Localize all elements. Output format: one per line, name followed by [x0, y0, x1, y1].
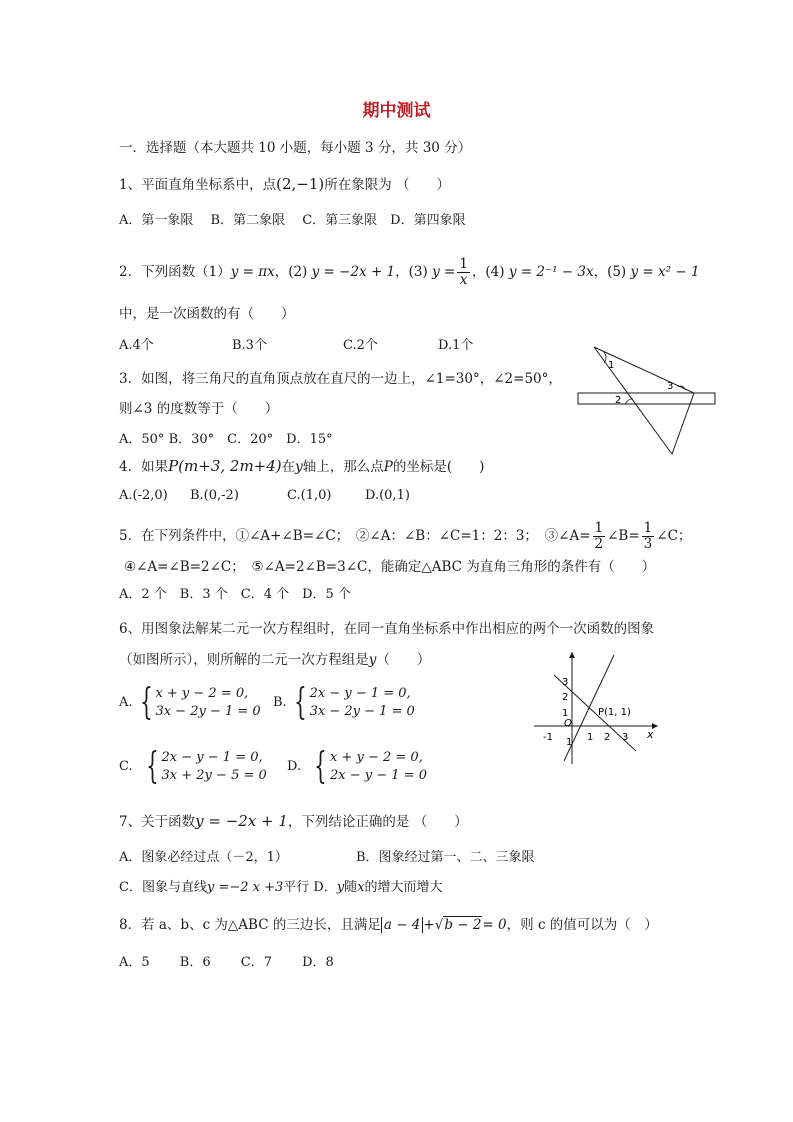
- q5-f1-den: 2: [594, 536, 604, 552]
- q2-f2: y = −2x + 1: [311, 264, 396, 280]
- q2-f3-fraction: [457, 257, 470, 288]
- q7-option-c-b: 平行 D．: [283, 880, 337, 895]
- q8-sqrt-sign: √: [434, 917, 444, 933]
- question-1: [119, 175, 450, 194]
- q7-option-d-x: x: [357, 880, 365, 895]
- q4-option-b: B.(0,-2): [190, 488, 239, 503]
- fig-label-2: 2: [615, 395, 622, 406]
- x-tick-minus-1: -1: [543, 732, 553, 743]
- q6-option-d-label: D.: [287, 759, 302, 774]
- question-7: [119, 812, 468, 831]
- q2-sep2: ，(2): [274, 264, 308, 280]
- point-p-label: P(1, 1): [598, 707, 631, 718]
- q7-option-c-expr: y =−2 x +3: [206, 880, 284, 895]
- q7-option-d-tail: 的增大而增大: [364, 880, 443, 895]
- question-4: [119, 457, 484, 476]
- section-heading: 一．选择题（本大题共 10 小题，每小题 3 分，共 30 分）: [119, 140, 472, 156]
- q7-option-b: B．图象经过第一、二、三象限: [356, 850, 535, 865]
- fig-label-1: 1: [608, 360, 615, 371]
- q4-expr: P(m+3, 2m+4): [168, 457, 282, 475]
- q2-f3-lhs: y =: [432, 264, 456, 280]
- q6-option-d-brace: {: [314, 746, 327, 787]
- q5-stem-a: 5．在下列条件中，①∠A+∠B=∠C； ②∠A：∠B：∠C=1：2：3； ③∠A=: [119, 528, 591, 544]
- question-3-line2: 则∠3 的度数等于（ ）: [119, 401, 279, 417]
- q6-option-d-eq1: x + y − 2 = 0,: [330, 750, 423, 765]
- q6-option-b-system: [310, 685, 415, 721]
- q8-options: A．5 B．6 C．7 D．8: [119, 955, 334, 970]
- x-tick-1: 1: [587, 732, 594, 743]
- q4-tail: 的坐标是( ): [392, 459, 485, 475]
- q6-option-c: [119, 746, 267, 787]
- q4-lead: 4．如果: [119, 459, 169, 475]
- q4-var-y: y: [295, 459, 303, 475]
- q8-eq: = 0: [482, 917, 507, 933]
- y-axis-arrow: [569, 652, 575, 658]
- q2-f5: y = x² − 1: [630, 264, 700, 280]
- q8-sqrt-expr: b − 2: [444, 917, 482, 933]
- question-8: [119, 916, 658, 934]
- q6-stem2-tail: （ ）: [376, 652, 431, 668]
- q4-mid: 在: [281, 459, 296, 475]
- q7-option-cd: [119, 879, 443, 897]
- q5-f2-num: 1: [643, 520, 653, 536]
- question-5: [119, 521, 691, 552]
- q6-option-d: [287, 746, 427, 787]
- q1-stem-a: 1、平面直角坐标系中，点: [119, 177, 277, 193]
- q7-option-a: A．图象必经过点（－2，1）: [119, 850, 288, 865]
- q6-option-b-label: B.: [273, 695, 287, 710]
- q2-option-b: B.3个: [232, 338, 267, 353]
- q5-f2-den: 3: [643, 536, 653, 552]
- q6-option-c-eq2: 3x + 2y − 5 = 0: [161, 768, 267, 783]
- y-tick-minus-1: 1: [566, 737, 573, 748]
- q6-option-b-eq2: 3x − 2y − 1 = 0: [309, 704, 415, 719]
- q6-option-a-brace: {: [139, 682, 153, 723]
- q2-f3-num: 1: [459, 256, 468, 272]
- origin-label: O: [564, 718, 572, 729]
- y-tick-3: 3: [562, 677, 569, 688]
- q6-stem2: （如图所示），则所解的二元一次方程组是: [119, 652, 369, 668]
- q6-option-d-system: [330, 749, 427, 785]
- q6-option-a-eq1: x + y − 2 = 0,: [155, 686, 249, 701]
- q4-mid2: 轴上，那么点: [302, 459, 384, 475]
- q5-stem-b: ∠B=: [607, 528, 640, 544]
- q7-option-c-a: C．图象与直线: [119, 880, 207, 895]
- q4-option-a: A.(-2,0): [119, 488, 168, 503]
- q3-figure-triangle-ruler: [574, 343, 719, 458]
- q6-option-b-brace: {: [293, 682, 307, 723]
- q7-lead: 7、关于函数: [119, 814, 196, 830]
- q6-option-a-eq2: 3x − 2y − 1 = 0: [155, 704, 261, 719]
- q6-stem2-var: y: [368, 652, 377, 668]
- q1-stem-b: 所在象限为 （ ）: [324, 177, 451, 193]
- fig-label-3: 3: [667, 381, 674, 392]
- q7-option-d-y: y: [336, 880, 345, 895]
- q6-option-a-label: A.: [119, 695, 133, 710]
- question-5-line2: ④∠A=∠B=2∠C； ⑤∠A=2∠B=3∠C，能确定△ABC 为直角三角形的条件有（ ）: [124, 559, 656, 575]
- q5-options: A．2 个 B．3 个 C．4 个 D．5 个: [119, 587, 351, 602]
- q2-lead: 2．下列函数（1）: [119, 264, 231, 280]
- q6-option-b-eq1: 2x − y − 1 = 0,: [309, 686, 411, 701]
- q2-sep3: ，(3): [395, 264, 428, 280]
- y-tick-1: 1: [562, 708, 569, 719]
- x-axis-label: x: [647, 728, 654, 741]
- q8-abs-expr: a − 4: [381, 917, 424, 933]
- q2-option-c: C.2个: [343, 338, 378, 353]
- q5-fraction-half: [593, 521, 606, 552]
- q5-stem-c: ∠C；: [656, 528, 692, 544]
- q7-tail: ，下列结论正确的是 （ ）: [287, 814, 468, 830]
- q2-sep5: ，(5): [593, 264, 627, 280]
- q3-options: A．50° B．30° C．20° D．15°: [119, 432, 333, 447]
- x-tick-3: 3: [622, 732, 629, 743]
- q4-option-c: C.(1,0): [287, 488, 332, 503]
- question-6: 6、用图象法解某二元一次方程组时，在同一直角坐标系中作出相应的两个一次函数的图象: [119, 621, 655, 637]
- q7-option-d-mid: 随: [344, 880, 358, 895]
- q2-tail: 中，是一次函数的有（ ）: [119, 306, 295, 322]
- q2-f4: y = 2⁻¹ − 3x: [508, 264, 594, 280]
- q7-expr: y = −2x + 1: [195, 812, 288, 830]
- question-6-line2: [119, 651, 430, 669]
- q6-option-d-eq2: 2x − y − 1 = 0: [330, 768, 427, 783]
- q6-option-c-eq1: 2x − y − 1 = 0,: [161, 750, 263, 765]
- x-tick-2: 2: [604, 732, 611, 743]
- q5-f1-num: 1: [594, 520, 604, 536]
- q6-option-c-label: C.: [119, 759, 133, 774]
- question-2: [119, 257, 700, 288]
- q4-var-p: P: [383, 459, 393, 475]
- q2-f1: y = πx: [230, 264, 275, 280]
- page-title: 期中测试: [362, 101, 431, 121]
- q2-sep4: ，(4): [471, 264, 505, 280]
- q6-option-c-system: [162, 749, 267, 785]
- q6-option-b: [273, 682, 415, 723]
- ruler-shape: [578, 393, 715, 404]
- y-tick-2: 2: [562, 692, 569, 703]
- q1-point: (2,−1): [276, 175, 325, 193]
- q1-options: A．第一象限 B．第二象限 C．第三象限 D．第四象限: [119, 213, 466, 228]
- q6-option-a-system: [155, 685, 260, 721]
- q8-tail: ，则 c 的值可以为（ ）: [506, 917, 658, 933]
- q6-figure-coordinate-plane: [528, 648, 666, 766]
- q8-lead: 8．若 a、b、c 为△ABC 的三边长，且满足: [119, 917, 381, 933]
- q2-option-d: D.1个: [438, 338, 474, 353]
- q6-option-c-brace: {: [145, 746, 159, 787]
- q2-option-a: A.4个: [119, 338, 154, 353]
- q4-option-d: D.(0,1): [365, 488, 410, 503]
- question-3: 3．如图，将三角尺的直角顶点放在直尺的一边上，∠1=30°，∠2=50°，: [119, 371, 562, 387]
- q6-option-a: [119, 682, 261, 723]
- q2-f3-den: x: [459, 272, 468, 288]
- q8-plus: +: [423, 917, 435, 933]
- q5-fraction-third: [642, 521, 655, 552]
